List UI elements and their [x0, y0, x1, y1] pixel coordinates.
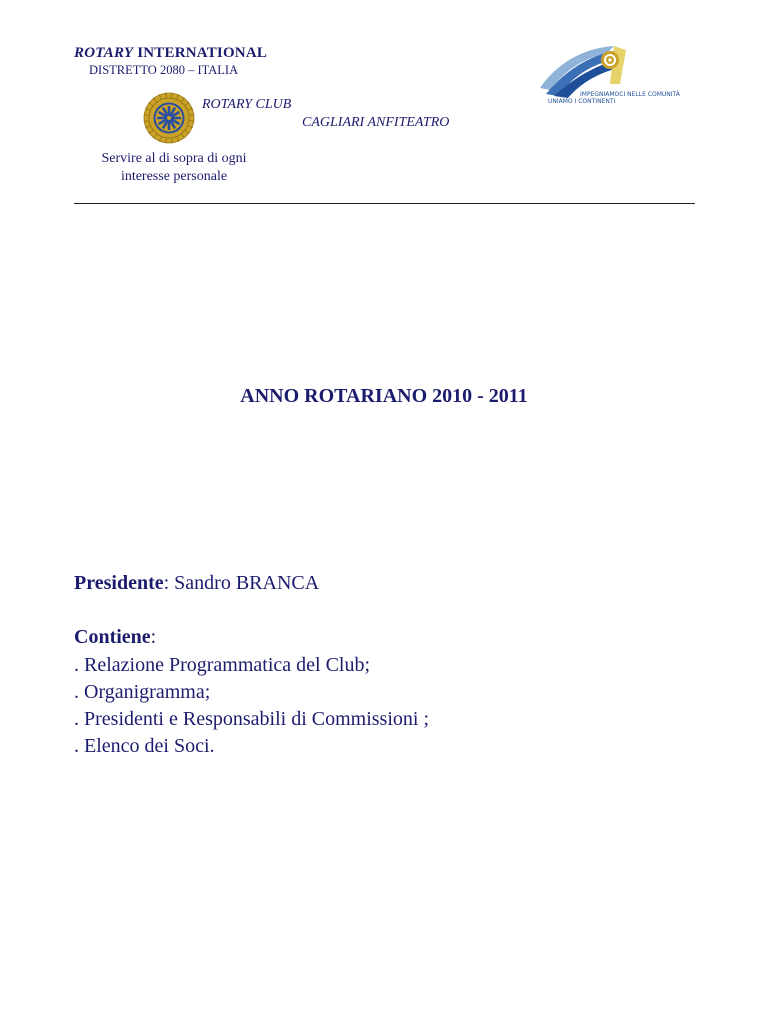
theme-line-2: UNIAMO I CONTINENTI — [548, 98, 616, 105]
motto-line-2: interesse personale — [120, 169, 228, 184]
list-item: . Presidenti e Responsabili di Commissioni ; — [74, 708, 429, 730]
header-divider — [74, 203, 695, 204]
club-label: ROTARY CLUB — [202, 97, 292, 112]
contents-list — [74, 652, 429, 760]
org-word: ROTARY — [74, 45, 134, 61]
rotary-wheel-icon — [143, 92, 195, 144]
club-name: CAGLIARI ANFITEATRO — [302, 115, 450, 130]
district: DISTRETTO 2080 – ITALIA — [89, 63, 239, 77]
president-line — [74, 572, 319, 595]
presidential-theme-logo — [536, 40, 686, 112]
org-rest: INTERNATIONAL — [137, 45, 268, 61]
contents-heading — [74, 626, 156, 649]
contents-label: Contiene — [74, 626, 151, 648]
theme-line-1: IMPEGNIAMOCI NELLE COMUNITÀ — [580, 91, 680, 98]
president-label: Presidente — [74, 572, 164, 594]
motto-line-1: Servire al di sopra di ogni — [101, 151, 247, 166]
president-name: Sandro BRANCA — [174, 572, 320, 594]
contents-separator: : — [150, 626, 157, 648]
list-item: . Organigramma; — [74, 681, 211, 703]
document-title: ANNO ROTARIANO 2010 - 2011 — [240, 385, 528, 407]
motto — [74, 150, 274, 186]
list-item: . Relazione Programmatica del Club; — [74, 654, 371, 676]
org-name — [74, 45, 267, 62]
list-item: . Elenco dei Soci. — [74, 735, 215, 757]
president-separator: : — [163, 572, 175, 594]
